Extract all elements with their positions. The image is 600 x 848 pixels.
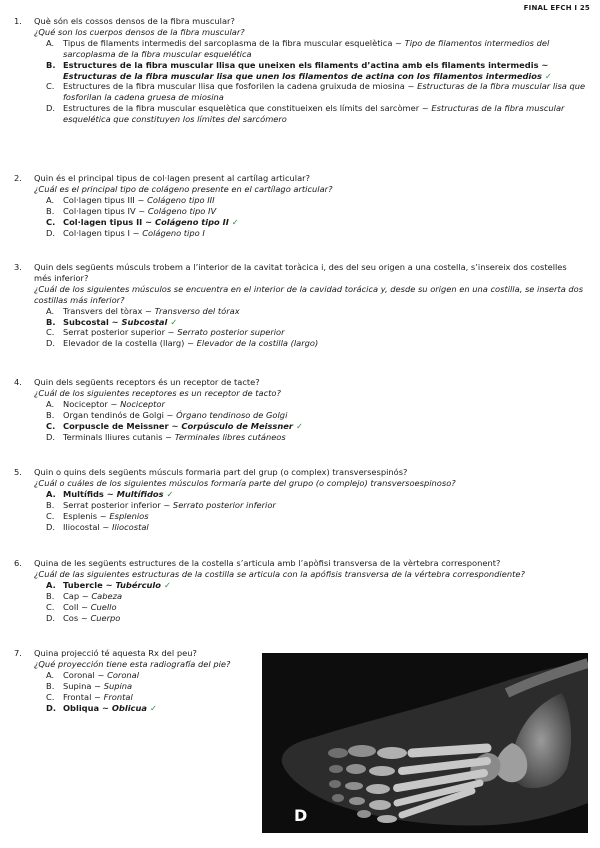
- options-list: [14, 195, 586, 239]
- option-text-ca: Coronal: [63, 669, 95, 680]
- option-separator: ~: [404, 81, 418, 92]
- option-letter: A.: [46, 398, 55, 409]
- option-c: [46, 327, 586, 338]
- option-separator: ~: [165, 327, 178, 338]
- option-letter: D.: [46, 338, 56, 349]
- options-list: [14, 399, 586, 443]
- option-letter: B.: [46, 499, 55, 510]
- option-letter: A.: [46, 305, 55, 316]
- option-separator: ~: [163, 409, 177, 420]
- option-letter: C.: [46, 216, 56, 227]
- option-b: [46, 410, 586, 421]
- option-separator: ~: [162, 431, 175, 442]
- option-text: [63, 217, 586, 228]
- option-text: [63, 421, 586, 432]
- question-text-es: ¿Qué son los cuerpos densos de la fibra muscular?: [34, 26, 245, 37]
- option-text-es: Esplenios: [109, 510, 149, 521]
- option-text-es: Supina: [103, 680, 133, 691]
- option-text-ca: Corpuscle de Meissner: [63, 420, 169, 431]
- option-d: [46, 228, 586, 239]
- option-text-ca: Serrat posterior superior: [63, 327, 166, 338]
- option-b: [46, 206, 586, 217]
- option-d: [46, 432, 586, 443]
- option-text-es: Frontal: [103, 691, 133, 702]
- question-number: 2.: [14, 173, 22, 183]
- option-separator: ~: [78, 612, 91, 623]
- option-text: [63, 338, 586, 349]
- option-d: [46, 703, 264, 714]
- option-letter: D.: [46, 227, 56, 238]
- option-a: [46, 489, 586, 500]
- option-text: [63, 432, 586, 443]
- option-text-ca: Col·lagen tipus III: [63, 194, 135, 205]
- option-text-ca: Elevador de la costella (llarg): [63, 338, 185, 349]
- options-list: [14, 580, 586, 624]
- option-text: [63, 703, 264, 714]
- correct-check-icon: ✓: [544, 70, 552, 81]
- option-letter: B.: [46, 205, 55, 216]
- option-text-es: Iliocostal: [111, 521, 149, 532]
- question-text-es: ¿Cuál de las siguientes estructuras de la costilla se articula con la apófisis transversa de la vértebra correspondiente?: [34, 568, 525, 579]
- option-text-ca: Obliqua: [63, 702, 100, 713]
- option-text: [63, 195, 586, 206]
- option-text: [63, 522, 586, 533]
- options-list: [14, 489, 586, 533]
- options-list: [14, 670, 264, 714]
- option-c: [46, 81, 586, 103]
- option-c: [46, 692, 264, 703]
- option-a: [46, 399, 586, 410]
- option-text-ca: Coll: [63, 601, 79, 612]
- question-line: [14, 648, 264, 659]
- option-text-ca: Terminals lliures cutanis: [63, 431, 163, 442]
- option-text-es: Terminales libres cutáneos: [174, 431, 286, 442]
- option-letter: D.: [46, 612, 56, 623]
- option-d: [46, 338, 586, 349]
- option-text-ca: Tubercle: [63, 579, 103, 590]
- option-text-ca: Frontal: [63, 691, 92, 702]
- question-number: 7.: [14, 648, 22, 658]
- option-separator: ~: [102, 579, 116, 590]
- question-text-es: ¿Cuál de los siguientes músculos se encuentra en el interior de la cavidad torácica y, desde su origen en una costilla, se inserta dos costillas más inferior?: [34, 283, 584, 305]
- option-d: [46, 103, 586, 125]
- option-separator: ~: [168, 420, 182, 431]
- option-letter: D.: [46, 103, 56, 114]
- question-text-es: ¿Cuál de los siguientes receptores es un receptor de tacto?: [34, 387, 281, 398]
- question-7: [14, 648, 264, 713]
- option-separator: ~: [134, 194, 148, 205]
- question-3: [14, 262, 586, 349]
- option-separator: ~: [103, 488, 117, 499]
- option-separator: ~: [108, 316, 122, 327]
- option-separator: ~: [78, 601, 91, 612]
- option-b: [46, 681, 264, 692]
- option-letter: A.: [46, 37, 55, 48]
- option-text-es: Estructuras de la fibra muscular lisa que fosforilan la cadena gruesa de miosina: [63, 81, 586, 103]
- option-text-ca: Transvers del tòrax: [63, 305, 143, 316]
- option-letter: A.: [46, 579, 56, 590]
- option-text-es: Colágeno tipo III: [147, 194, 215, 205]
- question-text: Quin dels següents músculs trobem a l’interior de la cavitat toràcica i, des del seu origen a una costella, s’insereix dos costelles més inferior?: [34, 262, 567, 283]
- option-b: [46, 591, 586, 602]
- option-text-ca: Organ tendinós de Golgi: [63, 409, 164, 420]
- option-text: [63, 60, 586, 82]
- option-text-es: Cuello: [90, 601, 117, 612]
- option-text: [63, 81, 586, 103]
- option-text: [63, 306, 586, 317]
- option-letter: D.: [46, 702, 57, 713]
- correct-check-icon: ✓: [231, 216, 239, 227]
- option-text-es: Serrato posterior superior: [177, 327, 285, 338]
- option-text-es: Transverso del tórax: [154, 305, 240, 316]
- option-separator: ~: [129, 227, 143, 238]
- option-separator: ~: [91, 691, 104, 702]
- option-text: [63, 399, 586, 410]
- option-letter: C.: [46, 510, 55, 521]
- option-b: [46, 317, 586, 328]
- option-separator: ~: [392, 37, 405, 48]
- option-text: [63, 602, 586, 613]
- option-text: [63, 206, 586, 217]
- question-line: [14, 262, 586, 284]
- option-c: [46, 217, 586, 228]
- option-separator: ~: [142, 216, 155, 227]
- option-text-es: Corpúsculo de Meissner: [181, 420, 293, 431]
- option-text-ca: Supina: [63, 680, 92, 691]
- option-text-ca: Estructures de la fibra muscular esquelètica que constitueixen els límits del sarcòmer: [63, 103, 420, 114]
- option-c: [46, 421, 586, 432]
- option-separator: ~: [99, 702, 112, 713]
- option-separator: ~: [99, 521, 112, 532]
- option-text-ca: Serrat posterior inferior: [63, 499, 161, 510]
- exam-header: FINAL EFCH I 25: [523, 4, 590, 12]
- option-letter: C.: [46, 327, 55, 338]
- option-text-es: Colágeno tipo II: [154, 216, 229, 227]
- question-number: 1.: [14, 16, 22, 26]
- option-letter: B.: [46, 59, 56, 70]
- option-text-ca: Nociceptor: [63, 398, 108, 409]
- option-a: [46, 670, 264, 681]
- option-text-ca: Esplenis: [63, 510, 98, 521]
- option-b: [46, 500, 586, 511]
- option-text-ca: Tipus de filaments intermedis del sarcoplasma de la fibra muscular esquelètica: [63, 37, 393, 48]
- option-text-ca: Subcostal: [63, 316, 109, 327]
- option-text: [63, 38, 586, 60]
- question-line: [14, 173, 586, 184]
- option-text: [63, 670, 264, 681]
- option-separator: ~: [419, 103, 432, 114]
- option-letter: B.: [46, 680, 55, 691]
- xray-side-marker: D: [294, 806, 308, 825]
- option-text-es: Estructuras de la fibra muscular esquelética que constituyen los límites del sarcómero: [63, 103, 565, 125]
- option-c: [46, 511, 586, 522]
- option-text: [63, 103, 586, 125]
- question-number: 4.: [14, 377, 22, 387]
- question-2: [14, 173, 586, 238]
- option-a: [46, 195, 586, 206]
- option-text: [63, 511, 586, 522]
- option-text-es: Nociceptor: [120, 398, 165, 409]
- option-separator: ~: [184, 338, 197, 349]
- option-text: [63, 500, 586, 511]
- option-text: [63, 410, 586, 421]
- option-text-es: Serrato posterior inferior: [172, 499, 276, 510]
- option-text: [63, 681, 264, 692]
- correct-check-icon: ✓: [295, 420, 303, 431]
- option-text: [63, 591, 586, 602]
- option-letter: B.: [46, 316, 56, 327]
- option-text: [63, 327, 586, 338]
- option-a: [46, 306, 586, 317]
- option-text-ca: Estructures de la fibra muscular llisa que uneixen els filaments d’actina amb els filaments intermedis: [63, 59, 539, 70]
- option-text-es: Tipo de filamentos intermedios del sarcoplasma de la fibra muscular esquelética: [63, 37, 550, 59]
- question-6: [14, 558, 586, 623]
- option-a: [46, 38, 586, 60]
- option-letter: C.: [46, 81, 55, 92]
- option-separator: ~: [107, 398, 121, 409]
- correct-check-icon: ✓: [170, 316, 178, 327]
- option-separator: ~: [538, 59, 549, 70]
- option-letter: A.: [46, 194, 55, 205]
- option-text-es: Tubérculo: [115, 579, 161, 590]
- option-c: [46, 602, 586, 613]
- question-line: [14, 467, 586, 478]
- option-letter: A.: [46, 488, 56, 499]
- option-text-es: Multífidos: [116, 488, 164, 499]
- option-text-ca: Estructures de la fibra muscular llisa que fosforilen la cadena gruixuda de miosina: [63, 81, 405, 92]
- option-text: [63, 580, 586, 591]
- option-text-es: Oblicua: [111, 702, 147, 713]
- question-4: [14, 377, 586, 442]
- option-text-es: Colágeno tipo I: [142, 227, 205, 238]
- option-letter: B.: [46, 590, 55, 601]
- option-letter: C.: [46, 601, 55, 612]
- option-text-es: Elevador de la costilla (largo): [196, 338, 319, 349]
- question-line: [14, 558, 586, 569]
- question-text: Quin o quins dels següents músculs formaria part del grup (o complex) transversespinós?: [34, 467, 408, 477]
- option-letter: C.: [46, 420, 56, 431]
- option-text-es: Órgano tendinoso de Golgi: [176, 409, 288, 420]
- question-text-es: ¿Cuál o cuáles de los siguientes músculos formaría parte del grupo (o complejo) transversoespinoso?: [34, 477, 456, 488]
- question-text: Què són els cossos densos de la fibra muscular?: [34, 16, 235, 26]
- question-number: 5.: [14, 467, 22, 477]
- option-text-ca: Col·lagen tipus I: [63, 227, 130, 238]
- option-text: [63, 613, 586, 624]
- option-text-ca: Col·lagen tipus IV: [63, 205, 136, 216]
- correct-check-icon: ✓: [166, 488, 174, 499]
- option-letter: B.: [46, 409, 55, 420]
- option-separator: ~: [97, 510, 110, 521]
- question-text-es: ¿Qué proyección tiene esta radiografía del pie?: [34, 658, 231, 669]
- option-text-es: Coronal: [107, 669, 140, 680]
- option-a: [46, 580, 586, 591]
- option-separator: ~: [94, 669, 108, 680]
- option-text-ca: Cos: [63, 612, 79, 623]
- option-separator: ~: [135, 205, 148, 216]
- option-d: [46, 613, 586, 624]
- question-text: Quina projecció té aquesta Rx del peu?: [34, 648, 197, 658]
- correct-check-icon: ✓: [149, 702, 157, 713]
- option-separator: ~: [160, 499, 173, 510]
- option-letter: C.: [46, 691, 55, 702]
- option-text-ca: Multífids: [63, 488, 104, 499]
- question-number: 6.: [14, 558, 22, 568]
- option-separator: ~: [91, 680, 104, 691]
- question-5: [14, 467, 586, 532]
- option-text-es: Cabeza: [91, 590, 123, 601]
- option-separator: ~: [142, 305, 155, 316]
- option-letter: D.: [46, 521, 56, 532]
- foot-xray-image: [262, 653, 588, 833]
- option-letter: D.: [46, 431, 56, 442]
- question-1: [14, 16, 586, 125]
- question-text-es: ¿Cuál es el principal tipo de colágeno presente en el cartílago articular?: [34, 183, 333, 194]
- question-text: Quina de les següents estructures de la costella s’articula amb l’apòfisi transversa de la vèrtebra corresponent?: [34, 558, 501, 568]
- option-text-es: Subcostal: [121, 316, 168, 327]
- option-d: [46, 522, 586, 533]
- question-text: Quin és el principal tipus de col·lagen present al cartílag articular?: [34, 173, 310, 183]
- correct-check-icon: ✓: [163, 579, 171, 590]
- options-list: [14, 38, 586, 125]
- option-text-es: Estructuras de la fibra muscular lisa que unen los filamentos de actina con los filamentos intermedios: [63, 70, 542, 81]
- option-b: [46, 60, 586, 82]
- option-text-ca: Iliocostal: [63, 521, 100, 532]
- option-text-ca: Col·lagen tipus II: [63, 216, 143, 227]
- option-text: [63, 692, 264, 703]
- question-line: [14, 377, 586, 388]
- option-text-es: Colágeno tipo IV: [147, 205, 217, 216]
- options-list: [14, 306, 586, 350]
- option-text: [63, 489, 586, 500]
- option-text-ca: Cap: [63, 590, 80, 601]
- option-text-es: Cuerpo: [90, 612, 121, 623]
- option-separator: ~: [79, 590, 92, 601]
- option-letter: A.: [46, 669, 55, 680]
- option-text: [63, 228, 586, 239]
- question-line: [14, 16, 586, 27]
- question-text: Quin dels següents receptors és un receptor de tacte?: [34, 377, 260, 387]
- option-text: [63, 317, 586, 328]
- question-number: 3.: [14, 262, 22, 272]
